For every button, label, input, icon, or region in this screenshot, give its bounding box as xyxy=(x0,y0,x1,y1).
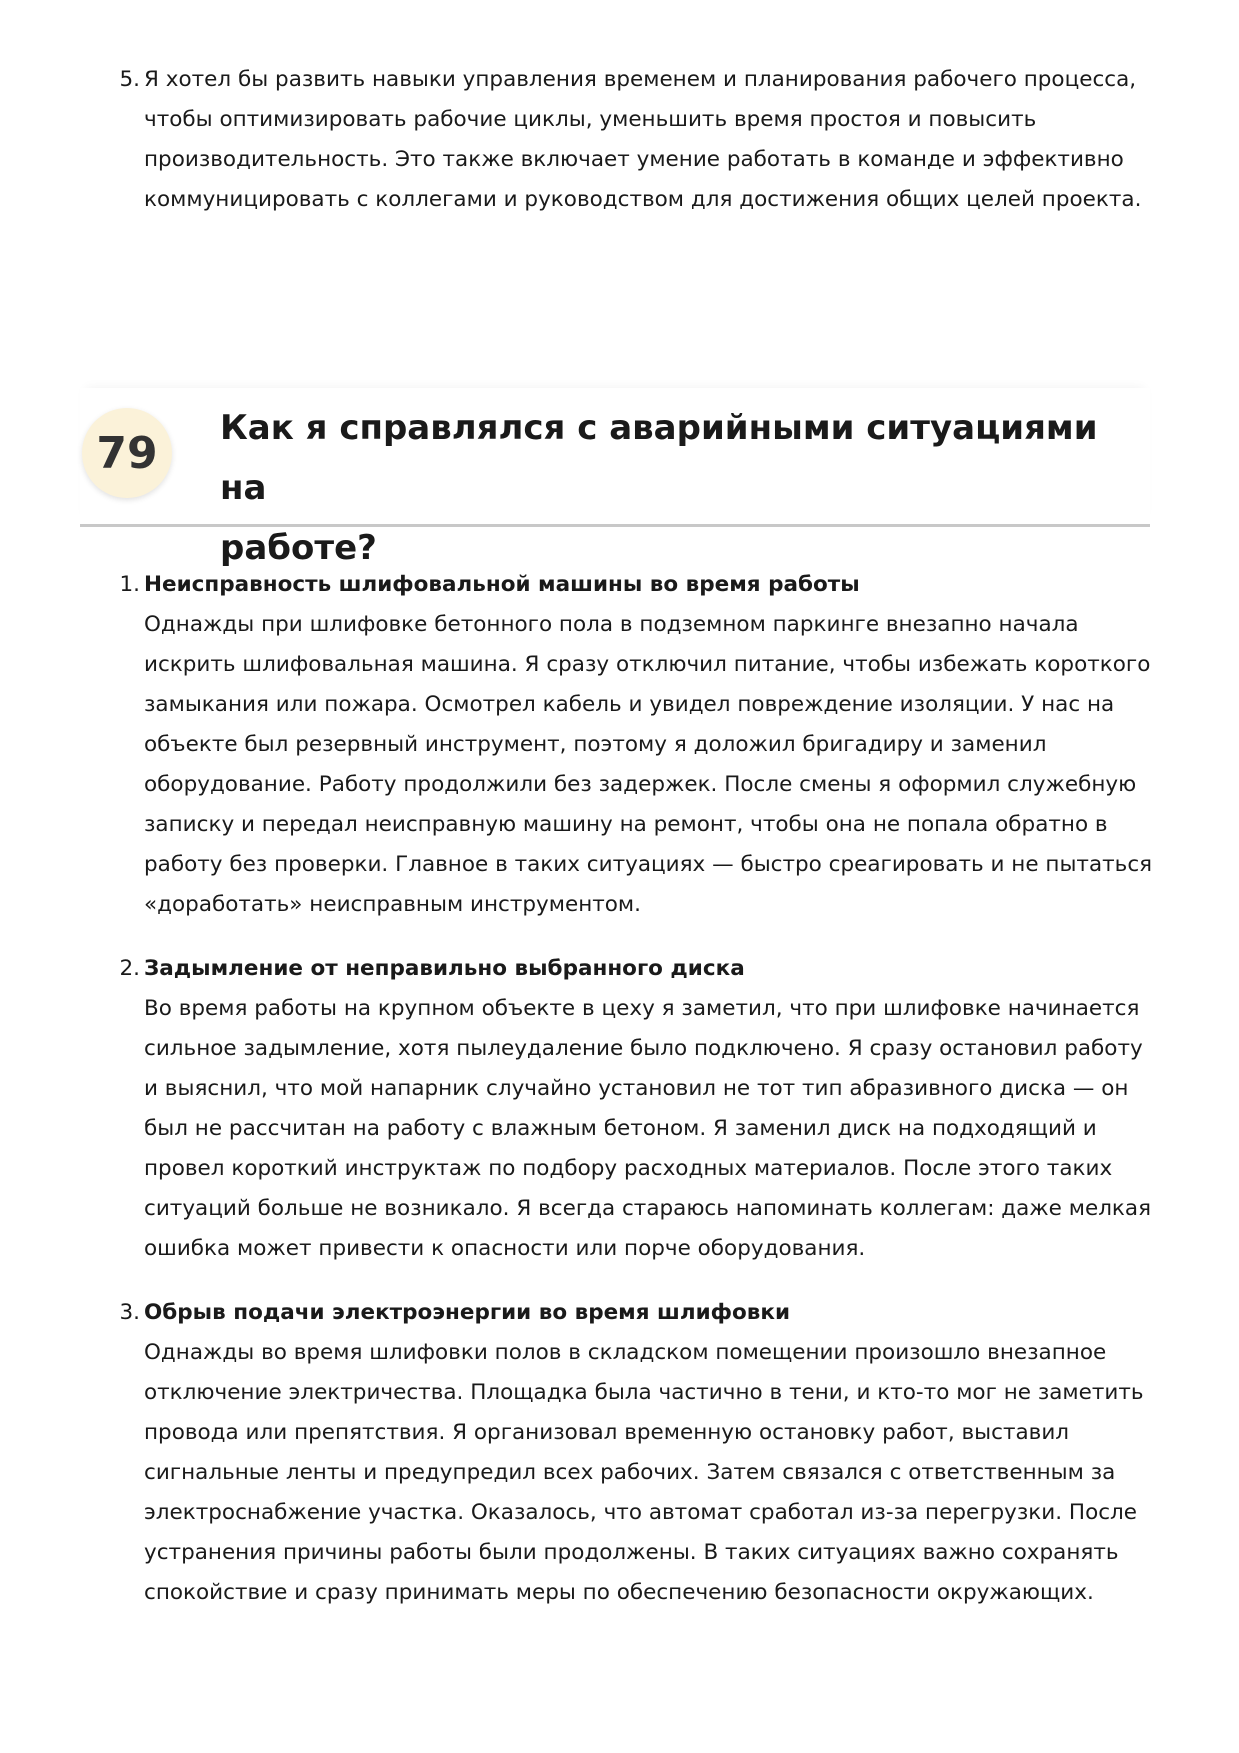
list-item-number: 3 . xyxy=(118,1293,140,1333)
list-item-heading: Задымление от неправильно выбранного диска xyxy=(144,956,745,981)
list-item-text: Однажды при шлифовке бетонного пола в подземном паркинге внезапно начала искрить шлифовальная машина. Я сразу отключил питание, чтобы избежать короткого замыкания или пожара. Осмотрел кабель и увидел повреждение изоляции. У нас на объекте был резервный инструмент, поэтому я доложил бригадиру и заменил оборудование. Работу продолжили без задержек. После смены я оформил служебную записку и передал неисправную машину на ремонт, чтобы она не попала обратно в работу без проверки. Главное в таких ситуациях — быстро среагировать и не пытаться «доработать» неисправным инструментом. xyxy=(144,612,1153,917)
question-title: Как я справлялся с аварийными ситуациями на работе? xyxy=(220,408,1098,568)
list-item xyxy=(0,565,1239,925)
list-item xyxy=(0,949,1239,1269)
list-item-text: Я хотел бы развить навыки управления временем и планирования рабочего процесса, чтобы оптимизировать рабочие циклы, уменьшить время простоя и повысить производительность. Это также включает умение работать в команде и эффективно коммуницировать с коллегами и руководством для достижения общих целей проекта. xyxy=(144,67,1142,212)
question-header xyxy=(80,388,1150,568)
question-number-badge: 79 xyxy=(82,408,172,498)
list-item xyxy=(0,60,1239,220)
list-item-number: 5 . xyxy=(118,60,140,100)
list-item xyxy=(0,1293,1239,1613)
list-item-number: 2 . xyxy=(118,949,140,989)
previous-answer-list xyxy=(0,60,1239,220)
list-item-heading: Обрыв подачи электроэнергии во время шлифовки xyxy=(144,1300,791,1325)
list-item-number: 1 . xyxy=(118,565,140,605)
answer-list xyxy=(0,565,1239,1637)
list-item-text: Во время работы на крупном объекте в цеху я заметил, что при шлифовке начинается сильное задымление, хотя пылеудаление было подключено. Я сразу остановил работу и выяснил, что мой напарник случайно установил не тот тип абразивного диска — он был не рассчитан на работу с влажным бетоном. Я заменил диск на подходящий и провел короткий инструктаж по подбору расходных материалов. После этого таких ситуаций больше не возникало. Я всегда стараюсь напоминать коллегам: даже мелкая ошибка может привести к опасности или порче оборудования. xyxy=(144,996,1152,1261)
list-item-heading: Неисправность шлифовальной машины во время работы xyxy=(144,572,860,597)
list-item-text: Однажды во время шлифовки полов в складском помещении произошло внезапное отключение электричества. Площадка была частично в тени, и кто-то мог не заметить провода или препятствия. Я организовал временную остановку работ, выставил сигнальные ленты и предупредил всех рабочих. Затем связался с ответственным за электроснабжение участка. Оказалось, что автомат сработал из-за перегрузки. После устранения причины работы были продолжены. В таких ситуациях важно сохранять спокойствие и сразу принимать меры по обеспечению безопасности окружающих. xyxy=(144,1340,1144,1605)
